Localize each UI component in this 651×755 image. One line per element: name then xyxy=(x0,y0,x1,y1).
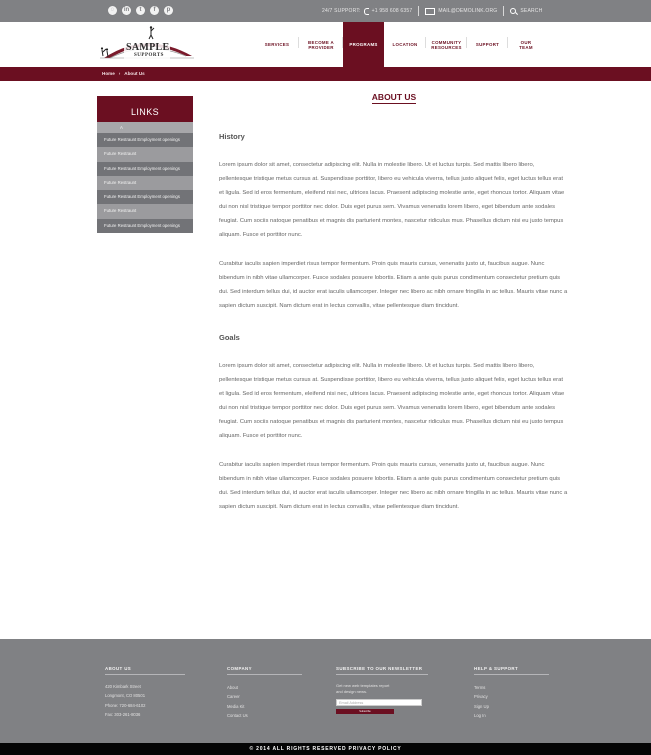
footer-newsletter-heading: SUBSCRIBE TO OUR NEWSLETTER xyxy=(336,666,428,675)
main-nav xyxy=(255,22,544,67)
sidebar-item[interactable]: Future Restraunt xyxy=(97,204,193,218)
footer-newsletter xyxy=(336,666,428,714)
footer-link-log-in[interactable]: Log In xyxy=(474,712,486,718)
search-button[interactable]: SEARCH xyxy=(520,8,543,14)
sidebar-item[interactable]: Future Restraunt Employment openings xyxy=(97,190,193,204)
footer-link-media-kit[interactable]: Media Kit xyxy=(227,703,245,709)
newsletter-description: Get new web templates report and design news. xyxy=(336,683,390,694)
breadcrumb-separator: › xyxy=(118,71,121,76)
divider xyxy=(503,6,504,16)
footer-link-terms[interactable]: Terms xyxy=(474,685,486,690)
copyright-bar: © 2014 ALL RIGHTS RESERVED PRIVACY POLICY xyxy=(0,743,651,755)
footer-link-privacy[interactable]: Privacy xyxy=(474,694,488,700)
nav-support[interactable]: SUPPORT xyxy=(467,22,508,67)
footer-help-heading: HELP & SUPPORT xyxy=(474,666,549,675)
logo-text-sub: SUPPORTS xyxy=(134,53,164,58)
footer-company-heading: COMPANY xyxy=(227,666,302,675)
site-header xyxy=(0,22,651,67)
mail-icon xyxy=(425,8,435,15)
sidebar-item[interactable]: Future Restraunt Employment openings xyxy=(97,133,193,147)
divider xyxy=(418,6,419,16)
section-heading-goals: Goals xyxy=(219,332,240,342)
nav-services[interactable]: SERVICES xyxy=(255,22,299,67)
site-footer xyxy=(0,639,651,743)
nav-community-resources[interactable]: COMMUNITY RESOURCES xyxy=(426,22,467,67)
goals-paragraph-1: Lorem ipsum dolor sit amet, consectetur adipiscing elit. Nulla in molestie libero. Ut et luctus turpis. Sed mattis libero libero, pellentesque tristique metus cursus at. Suspendisse porttitor, libero eu vehicula viverra, tellus justo aliquet felis, eget luctus tellus erat et ligula. Sed id eros fermentum, eleifend nisi nec, ultrices lacus. Praesent adipiscing molestie ante, eget rhoncus tortor. Aliquam vitae dui non nisl tristique tempor porttitor nec dolor. Duis eget purus sem. Vivamus venenatis lorem libero, eget bibendum ante sodales feugiat. Cum sociis natoque penatibus et magnis dis parturient montes, nascetur ridiculus mus. Phasellus dictum nisi eu justo tempus aliquam. Fusce et porttitor nunc. xyxy=(219,362,565,440)
goals-paragraph-2: Curabitur iaculis sapien imperdiet risus tempor fermentum. Proin quis mauris cursus, venenatis justo ut, faucibus augue. Nunc bibendum in nibh vitae ullamcorper. Fusce sodales posuere lobortis. Etiam a ante quis purus condimentum consectetur pretium quis dui. Sed interdum tellus dui, id auctor erat iaculis ullamcorper. Integer nec libero ac nibh ornare fringilla in ac tellus. Mauris vitae nunc a sapien dictum suscipit. Nam dictum erat in lectus convallis, vitae pellentesque diam tincidunt. xyxy=(219,461,568,510)
footer-link-sign-up[interactable]: Sign Up xyxy=(474,703,489,709)
sidebar-item[interactable]: Future Restraunt Employment openings xyxy=(97,162,193,176)
nav-our-team[interactable]: OUR TEAM xyxy=(519,39,533,50)
top-bar xyxy=(0,0,651,22)
nav-become-a-provider[interactable]: BECOME A PROVIDER xyxy=(299,22,343,67)
newsletter-email-input[interactable]: Email Address xyxy=(336,699,422,706)
circle-social-icon[interactable]: ◌ xyxy=(108,6,117,15)
footer-address-2: Longmont, CO 80501 xyxy=(105,693,146,699)
page-title: ABOUT US xyxy=(371,92,417,102)
top-contact-info xyxy=(322,0,542,22)
logo-text-main: SAMPLE xyxy=(126,42,170,53)
footer-link-contact-us[interactable]: Contact Us xyxy=(227,712,248,718)
footer-help xyxy=(474,666,549,720)
support-email-link[interactable]: MAIL@DEMOLINK.ORG xyxy=(438,8,498,14)
social-links xyxy=(108,6,173,15)
sidebar-title: LINKS xyxy=(97,96,193,122)
nav-location[interactable]: LOCATION xyxy=(384,22,426,67)
nav-programs[interactable]: PROGRAMS xyxy=(343,22,384,67)
support-label: 24/7 SUPPORT: xyxy=(322,8,361,14)
footer-about-heading: ABOUT US xyxy=(105,666,185,675)
footer-fax: Fax: 303-261-8036 xyxy=(105,711,141,717)
footer-about xyxy=(105,666,185,719)
newsletter-subscribe-button[interactable]: Subscribe xyxy=(336,709,394,714)
history-paragraph-2: Curabitur iaculis sapien imperdiet risus tempor fermentum. Proin quis mauris cursus, venenatis justo ut, faucibus augue. Nunc bibendum in nibh vitae ullamcorper. Fusce sodales posuere lobortis. Etiam a ante quis purus condimentum consectetur pretium quis dui. Sed interdum tellus dui, id auctor erat iaculis ullamcorper. Integer nec libero ac nibh ornare fringilla in ac tellus. Mauris vitae nunc a sapien dictum suscipit. Nam dictum erat in lectus convallis, vitae pellentesque diam tincidunt. xyxy=(219,260,568,309)
sidebar-links xyxy=(97,96,193,233)
sidebar-item-a[interactable]: A xyxy=(97,122,193,133)
footer-phone: Phone: 720-684-6102 xyxy=(105,702,146,708)
search-icon[interactable] xyxy=(510,8,516,14)
breadcrumb-current: About Us xyxy=(124,71,145,76)
twitter-icon[interactable]: t xyxy=(136,6,145,15)
facebook-icon[interactable]: f xyxy=(150,6,159,15)
sidebar-item[interactable]: Future Restraunt xyxy=(97,147,193,161)
pinterest-icon[interactable]: p xyxy=(164,6,173,15)
support-phone[interactable]: +1 958 608 6357 xyxy=(371,8,413,14)
site-logo[interactable] xyxy=(96,26,196,62)
section-heading-history: History xyxy=(219,132,245,141)
main-content xyxy=(219,92,569,514)
footer-link-about[interactable]: About xyxy=(227,685,238,690)
phone-icon xyxy=(364,8,369,15)
breadcrumb-home[interactable]: Home xyxy=(102,71,115,76)
history-paragraph-1: Lorem ipsum dolor sit amet, consectetur adipiscing elit. Nulla in molestie libero. Ut et luctus turpis. Sed mattis libero libero, pellentesque tristique metus cursus at. Suspendisse porttitor, libero eu vehicula viverra, tellus justo aliquet felis, eget luctus tellus erat et ligula. Sed id eros fermentum, eleifend nisi nec, ultrices lacus. Praesent adipiscing molestie ante, eget rhoncus tortor. Aliquam vitae dui non nisl tristique tempor porttitor nec dolor. Duis eget purus sem. Vivamus venenatis lorem libero, eget bibendum ante sodales feugiat. Cum sociis natoque penatibus et magnis dis parturient montes, nascetur ridiculus mus. Phasellus dictum nisi eu justo tempus aliquam. Fusce et porttitor nunc. xyxy=(219,162,565,239)
linkedin-icon[interactable]: in xyxy=(123,7,130,13)
sidebar-item[interactable]: Future Restraunt xyxy=(97,176,193,190)
footer-company xyxy=(227,666,302,720)
footer-link-career[interactable]: Career xyxy=(227,694,240,700)
breadcrumb xyxy=(102,71,145,76)
footer-address-1: 420 Kimbark Street xyxy=(105,684,141,689)
breadcrumb-bar xyxy=(0,67,651,81)
sidebar-item[interactable]: Future Restraunt Employment openings xyxy=(97,219,193,233)
